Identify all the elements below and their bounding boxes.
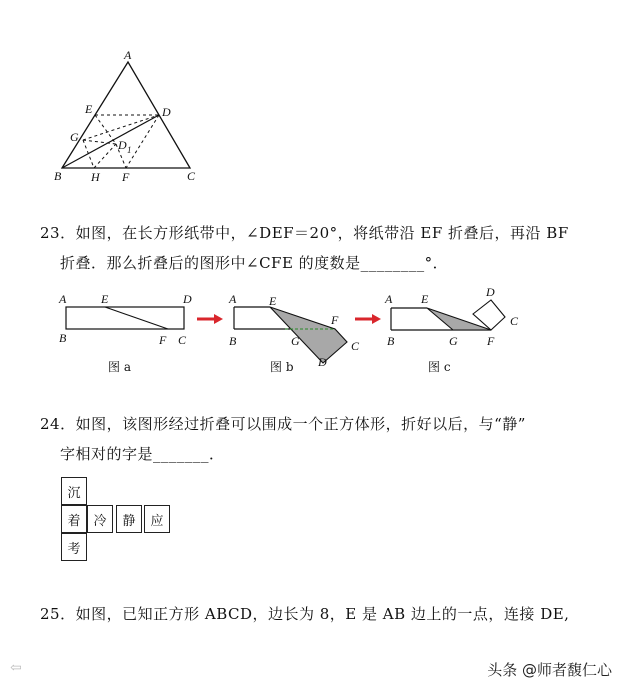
q23-line2: 折叠．那么折叠后的图形中∠CFE 的度数是________°． <box>60 254 449 272</box>
q25-line1 <box>40 603 569 625</box>
net-cell-mid2: 冷 <box>87 505 113 533</box>
q24-number: 24． <box>40 415 76 433</box>
svg-text:E: E <box>269 294 277 308</box>
q23-number: 23． <box>40 224 76 242</box>
svg-text:F: F <box>159 333 167 347</box>
svg-text:F: F <box>331 313 339 327</box>
fold-figure-b <box>225 288 370 373</box>
q24-line2: 字相对的字是_______． <box>60 445 225 463</box>
caption-fig-c: 图 c <box>428 360 451 374</box>
strip-rect <box>66 307 184 329</box>
cube-net <box>61 477 181 567</box>
svg-text:E: E <box>85 102 93 116</box>
svg-text:A: A <box>124 50 132 62</box>
svg-text:E: E <box>421 292 429 306</box>
svg-text:D: D <box>162 105 171 119</box>
back-arrow-icon[interactable]: ⇦ <box>10 660 22 676</box>
svg-text:D: D <box>486 285 495 299</box>
svg-text:D: D <box>183 292 192 306</box>
folded-part-c <box>427 308 491 330</box>
q24-line1 <box>40 413 526 435</box>
svg-text:B: B <box>59 331 67 345</box>
triangle-figure <box>50 50 210 190</box>
svg-text:C: C <box>187 169 196 183</box>
net-cell-top: 沉 <box>61 477 87 505</box>
svg-text:1: 1 <box>127 145 132 155</box>
fold-figure-a <box>55 288 205 368</box>
svg-text:B: B <box>54 169 62 183</box>
svg-text:D: D <box>118 138 127 152</box>
svg-text:D: D <box>318 355 327 369</box>
svg-text:F: F <box>487 334 495 348</box>
q25-text-line1: 如图，已知正方形 ABCD，边长为 8，E 是 AB 边上的一点，连接 DE, <box>75 605 570 623</box>
svg-text:E: E <box>101 292 109 306</box>
svg-text:B: B <box>387 334 395 348</box>
caption-fig-b: 图 b <box>270 360 294 374</box>
arrow-right-icon <box>354 313 382 325</box>
net-cell-mid1: 着 <box>61 505 87 533</box>
net-cell-bottom: 考 <box>61 533 87 561</box>
svg-text:A: A <box>59 292 67 306</box>
svg-text:C: C <box>178 333 187 347</box>
svg-text:A: A <box>229 292 237 306</box>
fold-line-ef <box>105 307 168 329</box>
q24-text-line1: 如图，该图形经过折叠可以围成一个正方体形，折好以后，与“静” <box>75 415 526 433</box>
net-cell-mid3: 静 <box>116 505 142 533</box>
svg-text:C: C <box>510 314 519 328</box>
svg-text:F: F <box>122 170 130 184</box>
svg-text:H: H <box>91 170 100 184</box>
svg-text:G: G <box>449 334 458 348</box>
svg-text:B: B <box>229 334 237 348</box>
fold-figure-c <box>383 283 528 353</box>
svg-text:G: G <box>291 334 300 348</box>
svg-text:A: A <box>385 292 393 306</box>
svg-text:C: C <box>351 339 360 353</box>
svg-text:G: G <box>70 130 79 144</box>
arrow-right-icon <box>196 313 224 325</box>
q25-number: 25． <box>40 605 76 623</box>
caption-fig-a: 图 a <box>108 360 131 374</box>
q23-text-line1: 如图，在长方形纸带中，∠DEF＝20°，将纸带沿 EF 折叠后，再沿 BF <box>75 224 569 242</box>
q23-line1 <box>40 222 569 244</box>
net-cell-mid4: 应 <box>144 505 170 533</box>
watermark: 头条 @师者馥仁心 <box>487 661 612 679</box>
